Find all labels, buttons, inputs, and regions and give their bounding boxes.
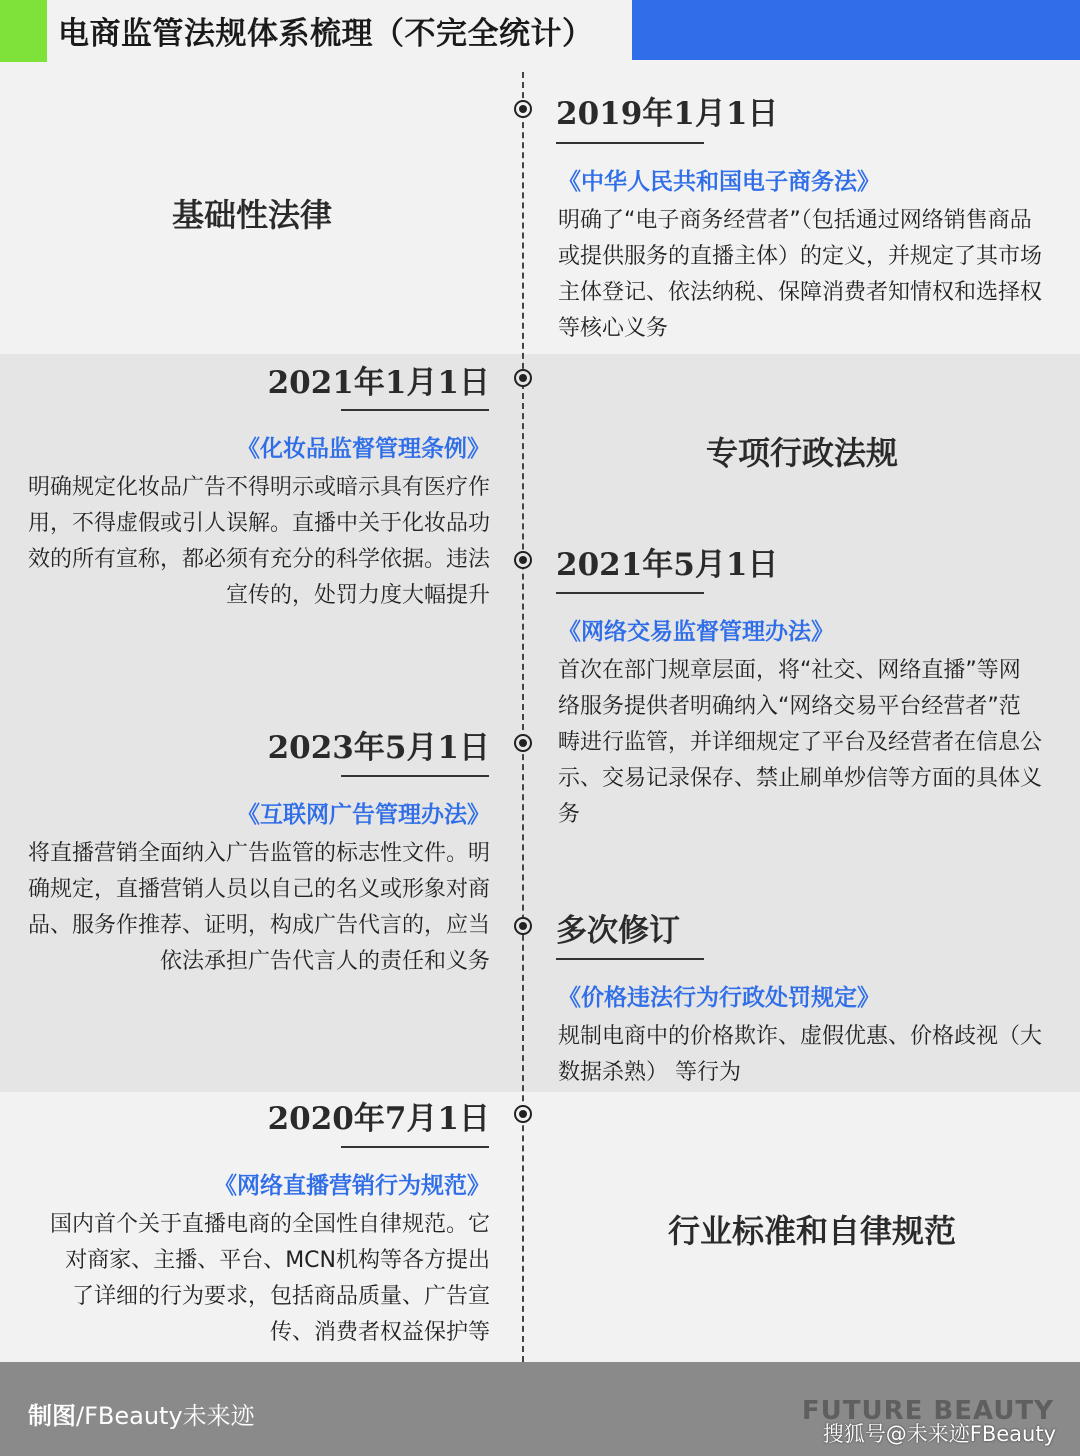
header — [0, 0, 1080, 62]
credit-label: 制图 — [28, 1402, 76, 1430]
timeline-node-icon — [514, 1105, 532, 1123]
entry-date: 2021年1月1日 — [267, 365, 490, 401]
category-admin-regulation: 专项行政法规 — [706, 434, 899, 472]
credit-line — [28, 1396, 255, 1431]
entry-description: 国内首个关于直播电商的全国性自律规范。它对商家、主播、平台、MCN机构等各方提出了详细的行为要求，包括商品质量、广告宣传、消费者权益保护等 — [50, 1212, 491, 1345]
date-underline — [341, 775, 489, 777]
entry-date: 2019年1月1日 — [556, 96, 779, 132]
page-title: 电商监管法规体系梳理（不完全统计） — [58, 16, 594, 52]
entry-description: 明确了“电子商务经营者”（包括通过网络销售商品或提供服务的直播主体）的定义，并规定了其市场主体登记、依法纳税、保障消费者知情权和选择权等核心义务 — [558, 208, 1043, 341]
footer — [0, 1362, 1080, 1456]
timeline-node-icon — [514, 369, 532, 387]
date-underline — [556, 958, 704, 960]
entry-law-title: 《网络直播营销行为规范》 — [214, 1173, 490, 1199]
entry-date: 2023年5月1日 — [267, 730, 490, 766]
credit-source: /FBeauty未来迹 — [76, 1402, 255, 1430]
date-underline — [341, 409, 489, 411]
entry-law-title: 《中华人民共和国电子商务法》 — [558, 169, 880, 195]
entry-law-title: 《化妆品监督管理条例》 — [237, 436, 490, 462]
date-underline — [556, 142, 704, 144]
watermark: 搜狐号@未来迹FBeauty — [822, 1422, 1056, 1446]
green-accent-block — [0, 0, 47, 62]
timeline-spine — [522, 72, 524, 1362]
category-basic-law: 基础性法律 — [172, 196, 333, 234]
entry-law-title: 《互联网广告管理办法》 — [237, 802, 490, 828]
timeline-node-icon — [514, 551, 532, 569]
date-underline — [341, 1146, 489, 1148]
blue-accent-block — [632, 0, 1080, 60]
entry-law-title: 《价格违法行为行政处罚规定》 — [558, 985, 880, 1011]
brand-logo: FUTURE BEAUTY — [801, 1396, 1054, 1426]
entry-description: 首次在部门规章层面，将“社交、网络直播”等网络服务提供者明确纳入“网络交易平台经营者”范畴进行监管，并详细规定了平台及经营者在信息公示、交易记录保存、禁止刷单炒信等方面的具体义务 — [558, 658, 1043, 827]
entry-description: 规制电商中的价格欺诈、虚假优惠、价格歧视（大数据杀熟） 等行为 — [558, 1024, 1043, 1085]
entry-description: 将直播营销全面纳入广告监管的标志性文件。明确规定，直播营销人员以自己的名义或形象对商品、服务作推荐、证明，构成广告代言的，应当依法承担广告代言人的责任和义务 — [28, 841, 491, 974]
entry-law-title: 《网络交易监督管理办法》 — [558, 619, 834, 645]
timeline-node-icon — [514, 100, 532, 118]
date-underline — [556, 592, 704, 594]
timeline-node-icon — [514, 734, 532, 752]
entry-date: 2021年5月1日 — [556, 547, 779, 583]
timeline-node-icon — [514, 917, 532, 935]
entry-date: 2020年7月1日 — [267, 1101, 490, 1137]
entry-date: 多次修订 — [556, 913, 680, 949]
category-industry-standard: 行业标准和自律规范 — [668, 1212, 957, 1250]
entry-description: 明确规定化妆品广告不得明示或暗示具有医疗作用，不得虚假或引人误解。直播中关于化妆品功效的所有宣称，都必须有充分的科学依据。违法宣传的，处罚力度大幅提升 — [28, 475, 491, 608]
